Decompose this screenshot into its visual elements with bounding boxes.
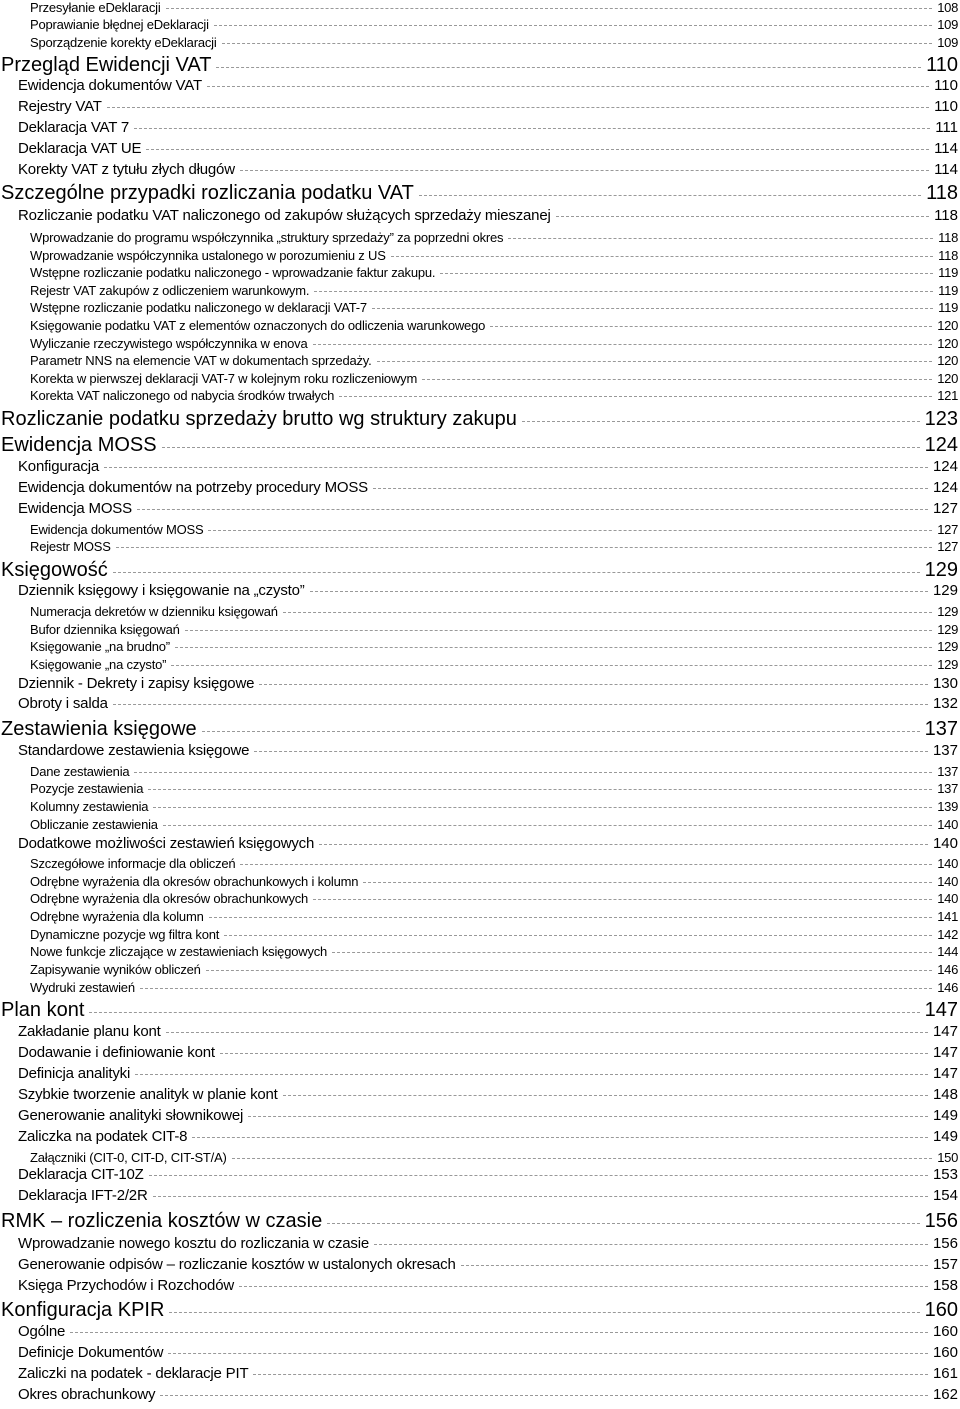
toc-entry-title: Rozliczanie podatku sprzedaży brutto wg struktury zakupu <box>1 407 517 430</box>
toc-entry[interactable] <box>0 0 960 15</box>
toc-entry[interactable] <box>0 944 960 959</box>
toc-entry[interactable] <box>0 781 960 796</box>
toc-entry[interactable] <box>0 1023 960 1040</box>
toc-page-number: 156 <box>932 1235 958 1253</box>
toc-entry[interactable] <box>0 764 960 779</box>
toc-entry[interactable] <box>0 622 960 637</box>
toc-page-number: 149 <box>932 1128 958 1146</box>
toc-entry[interactable] <box>0 230 960 245</box>
toc-leader-line <box>153 807 932 808</box>
toc-leader-line <box>185 630 933 631</box>
toc-entry-title: Odrębne wyrażenia dla okresów obrachunkowych <box>30 890 309 906</box>
toc-page-number: 148 <box>932 1086 958 1104</box>
toc-entry[interactable] <box>0 353 960 368</box>
toc-page-number: 137 <box>932 742 958 760</box>
toc-entry-title: Zestawienia księgowe <box>1 717 197 740</box>
toc-entry[interactable] <box>0 300 960 315</box>
toc-entry[interactable] <box>0 336 960 351</box>
toc-page-number: 129 <box>937 638 958 654</box>
toc-entry[interactable] <box>0 458 960 475</box>
toc-page-number: 120 <box>937 370 958 386</box>
toc-leader-line <box>224 935 932 936</box>
toc-leader-line <box>283 1095 928 1096</box>
toc-entry[interactable] <box>0 675 960 692</box>
toc-leader-line <box>206 970 933 971</box>
toc-leader-line <box>137 509 928 510</box>
toc-entry-title: Wstępne rozliczanie podatku naliczonego - wprowadzanie faktur zakupu. <box>30 264 436 280</box>
toc-entry-title: Zaliczki na podatek - deklaracje PIT <box>18 1365 249 1383</box>
toc-leader-line <box>240 170 929 171</box>
toc-entry[interactable] <box>0 1128 960 1145</box>
toc-leader-line <box>248 1116 928 1117</box>
toc-page-number: 114 <box>934 161 958 179</box>
toc-leader-line <box>372 308 933 309</box>
toc-entry-title: Księgowanie podatku VAT z elementów oznaczonych do odliczenia warunkowego <box>30 317 486 333</box>
toc-page-number: 123 <box>924 407 958 430</box>
toc-page-number: 154 <box>932 1187 958 1205</box>
toc-entry-title: Dynamiczne pozycje wg filtra kont <box>30 926 220 942</box>
toc-entry-title: Definicje Dokumentów <box>18 1344 164 1362</box>
toc-page-number: 124 <box>932 479 958 497</box>
toc-page-number: 124 <box>932 458 958 476</box>
toc-page-number: 142 <box>937 926 958 942</box>
toc-leader-line <box>202 731 920 732</box>
toc-leader-line <box>240 864 932 865</box>
toc-entry-title: Ewidencja dokumentów MOSS <box>30 521 204 537</box>
toc-entry[interactable] <box>0 835 960 852</box>
toc-leader-line <box>391 256 933 257</box>
toc-entry-title: Generowanie odpisów – rozliczanie kosztów w ustalonych okresach <box>18 1256 456 1274</box>
toc-entry[interactable] <box>0 1256 960 1273</box>
toc-leader-line <box>148 789 932 790</box>
toc-leader-line <box>168 1353 928 1354</box>
toc-entry[interactable] <box>0 318 960 333</box>
toc-entry-title: Deklaracja VAT UE <box>18 140 142 158</box>
toc-entry[interactable] <box>0 248 960 263</box>
toc-entry-title: Wprowadzanie współczynnika ustalonego w porozumieniu z US <box>30 247 386 263</box>
toc-page-number: 120 <box>937 317 958 333</box>
toc-leader-line <box>208 530 932 531</box>
toc-page-number: 137 <box>937 763 958 779</box>
toc-leader-line <box>254 751 928 752</box>
toc-entry-title: Wprowadzanie nowego kosztu do rozliczania w czasie <box>18 1235 370 1253</box>
toc-page-number: 140 <box>937 855 958 871</box>
toc-entry-title: Dziennik - Dekrety i zapisy księgowe <box>18 675 255 693</box>
toc-entry-title: Wyliczanie rzeczywistego współczynnika w enova <box>30 335 308 351</box>
toc-page-number: 119 <box>938 282 958 298</box>
toc-entry[interactable] <box>0 582 960 599</box>
toc-page-number: 140 <box>937 873 958 889</box>
toc-leader-line <box>310 591 928 592</box>
toc-entry-title: Odrębne wyrażenia dla kolumn <box>30 908 204 924</box>
toc-page-number: 150 <box>937 1149 958 1165</box>
toc-leader-line <box>104 467 928 468</box>
toc-entry[interactable] <box>0 77 960 94</box>
toc-leader-line <box>332 952 932 953</box>
toc-entry[interactable] <box>0 182 960 202</box>
toc-page-number: 147 <box>932 1023 958 1041</box>
toc-entry[interactable] <box>0 891 960 906</box>
toc-entry[interactable] <box>0 604 960 619</box>
toc-page-number: 147 <box>924 998 958 1021</box>
toc-entry-title: Księgowanie „na czysto” <box>30 656 167 672</box>
toc-entry[interactable] <box>0 140 960 157</box>
toc-leader-line <box>169 1312 919 1313</box>
toc-entry-title: Okres obrachunkowy <box>18 1386 156 1404</box>
toc-leader-line <box>214 25 932 26</box>
toc-entry[interactable] <box>0 408 960 428</box>
toc-page-number: 137 <box>924 717 958 740</box>
toc-leader-line <box>374 1244 928 1245</box>
toc-entry-title: Zaliczka na podatek CIT-8 <box>18 1128 188 1146</box>
toc-entry-title: Przegląd Ewidencji VAT <box>1 53 212 76</box>
toc-page-number: 146 <box>937 979 958 995</box>
toc-entry[interactable] <box>0 371 960 386</box>
toc-page-number: 137 <box>937 780 958 796</box>
toc-entry[interactable] <box>0 718 960 738</box>
toc-page-number: 110 <box>934 77 958 95</box>
toc-entry[interactable] <box>0 559 960 579</box>
toc-leader-line <box>440 273 933 274</box>
toc-entry[interactable] <box>0 909 960 924</box>
toc-entry[interactable] <box>0 856 960 871</box>
toc-entry-title: Obroty i salda <box>18 695 108 713</box>
toc-entry[interactable] <box>0 799 960 814</box>
toc-leader-line <box>192 1137 928 1138</box>
toc-entry-title: Plan kont <box>1 998 85 1021</box>
toc-leader-line <box>339 396 932 397</box>
toc-leader-line <box>232 1158 933 1159</box>
toc-entry-title: Księga Przychodów i Rozchodów <box>18 1277 234 1295</box>
toc-page-number: 119 <box>938 264 958 280</box>
toc-entry[interactable] <box>0 742 960 759</box>
toc-page-number: 162 <box>932 1386 958 1404</box>
toc-entry-title: Kolumny zestawienia <box>30 798 149 814</box>
toc-entry[interactable] <box>0 17 960 32</box>
toc-leader-line <box>89 1012 919 1013</box>
toc-leader-line <box>107 107 929 108</box>
toc-leader-line <box>70 1332 928 1333</box>
toc-entry-title: Definicja analityki <box>18 1065 131 1083</box>
toc-entry[interactable] <box>0 119 960 136</box>
toc-entry-title: Nowe funkcje zliczające w zestawieniach księgowych <box>30 943 328 959</box>
toc-leader-line <box>556 216 929 217</box>
toc-page-number: 160 <box>932 1323 958 1341</box>
toc-entry[interactable] <box>0 1166 960 1183</box>
toc-page-number: 147 <box>932 1044 958 1062</box>
toc-entry-title: Wydruki zestawień <box>30 979 135 995</box>
toc-entry[interactable] <box>0 927 960 942</box>
toc-entry[interactable] <box>0 1365 960 1382</box>
toc-page-number: 109 <box>937 16 958 32</box>
toc-entry-title: Zapisywanie wyników obliczeń <box>30 961 201 977</box>
toc-leader-line <box>163 825 932 826</box>
toc-leader-line <box>490 326 932 327</box>
toc-leader-line <box>222 43 933 44</box>
toc-entry-title: Deklaracja CIT-10Z <box>18 1166 144 1184</box>
toc-entry-title: Księgowość <box>1 558 108 581</box>
toc-page-number: 160 <box>924 1298 958 1321</box>
toc-leader-line <box>166 1032 928 1033</box>
toc-leader-line <box>363 882 932 883</box>
toc-entry-title: Odrębne wyrażenia dla okresów obrachunkowych i kolumn <box>30 873 359 889</box>
toc-page-number: 120 <box>937 335 958 351</box>
toc-entry[interactable] <box>0 500 960 517</box>
toc-entry[interactable] <box>0 657 960 672</box>
toc-leader-line <box>113 572 920 573</box>
toc-entry-title: Poprawianie błędnej eDeklaracji <box>30 16 209 32</box>
toc-entry-title: Konfiguracja KPIR <box>1 1298 165 1321</box>
toc-leader-line <box>134 772 932 773</box>
toc-entry[interactable] <box>0 1107 960 1124</box>
toc-leader-line <box>153 1196 928 1197</box>
toc-page-number: 139 <box>937 798 958 814</box>
toc-leader-line <box>508 238 933 239</box>
toc-page-number: 129 <box>937 656 958 672</box>
toc-page-number: 129 <box>937 621 958 637</box>
toc-leader-line <box>134 128 930 129</box>
toc-entry-title: Standardowe zestawienia księgowe <box>18 742 250 760</box>
toc-leader-line <box>209 917 933 918</box>
toc-entry-title: Załączniki (CIT-0, CIT-D, CIT-ST/A) <box>30 1149 227 1165</box>
toc-entry-title: Konfiguracja <box>18 458 99 476</box>
toc-leader-line <box>319 844 928 845</box>
toc-entry-title: Ewidencja dokumentów VAT <box>18 77 202 95</box>
toc-entry-title: Wprowadzanie do programu współczynnika „struktury sprzedaży” za poprzedni okres <box>30 229 504 245</box>
toc-page-number: 140 <box>932 835 958 853</box>
toc-page-number: 119 <box>938 299 958 315</box>
toc-page-number: 161 <box>932 1365 958 1383</box>
toc-page-number: 127 <box>937 538 958 554</box>
toc-entry-title: Rejestr VAT zakupów z odliczeniem warunkowym. <box>30 282 310 298</box>
toc-entry[interactable] <box>0 1386 960 1403</box>
toc-leader-line <box>422 379 932 380</box>
toc-leader-line <box>116 547 933 548</box>
toc-page-number: 110 <box>934 98 958 116</box>
toc-page-number: 157 <box>932 1256 958 1274</box>
toc-page-number: 114 <box>934 140 958 158</box>
toc-entry[interactable] <box>0 207 960 224</box>
toc-page-number: 146 <box>937 961 958 977</box>
toc-leader-line <box>313 344 933 345</box>
toc-entry-title: Korekta VAT naliczonego od nabycia środków trwałych <box>30 387 335 403</box>
toc-page-number: 144 <box>937 943 958 959</box>
toc-page-number: 140 <box>937 890 958 906</box>
toc-entry-title: Dodawanie i definiowanie kont <box>18 1044 215 1062</box>
toc-entry[interactable] <box>0 434 960 454</box>
toc-entry-title: Zakładanie planu kont <box>18 1023 161 1041</box>
toc-leader-line <box>162 447 920 448</box>
toc-entry-title: Korekty VAT z tytułu złych długów <box>18 161 235 179</box>
toc-leader-line <box>171 665 932 666</box>
toc-leader-line <box>253 1374 928 1375</box>
toc-page-number: 153 <box>932 1166 958 1184</box>
toc-page-number: 130 <box>932 675 958 693</box>
toc-entry-title: Deklaracja VAT 7 <box>18 119 130 137</box>
toc-entry[interactable] <box>0 98 960 115</box>
toc-leader-line <box>314 291 933 292</box>
toc-entry-title: Deklaracja IFT-2/2R <box>18 1187 148 1205</box>
toc-leader-line <box>135 1074 928 1075</box>
toc-entry[interactable] <box>0 1187 960 1204</box>
toc-entry-title: Pozycje zestawienia <box>30 780 144 796</box>
toc-leader-line <box>149 1175 928 1176</box>
toc-entry[interactable] <box>0 980 960 995</box>
toc-entry-title: Przesyłanie eDeklaracji <box>30 0 161 15</box>
toc-page-number: 109 <box>937 34 958 50</box>
toc-entry[interactable] <box>0 1323 960 1340</box>
toc-page-number: 120 <box>937 352 958 368</box>
toc-entry[interactable] <box>0 1210 960 1230</box>
toc-entry-title: Rejestr MOSS <box>30 538 111 554</box>
toc-page-number: 124 <box>924 433 958 456</box>
toc-entry[interactable] <box>0 1065 960 1082</box>
toc-entry-title: Bufor dziennika księgowań <box>30 621 180 637</box>
toc-entry[interactable] <box>0 1150 960 1165</box>
toc-entry[interactable] <box>0 35 960 50</box>
toc-entry[interactable] <box>0 54 960 74</box>
toc-entry[interactable] <box>0 695 960 712</box>
toc-leader-line <box>327 1223 919 1224</box>
toc-entry[interactable] <box>0 539 960 554</box>
toc-entry-title: Numeracja dekretów w dzienniku księgowań <box>30 603 278 619</box>
toc-page-number: 129 <box>932 582 958 600</box>
toc-page-number: 140 <box>937 816 958 832</box>
toc-entry-title: Rozliczanie podatku VAT naliczonego od zakupów służących sprzedaży mieszanej <box>18 207 551 225</box>
toc-entry-title: Dodatkowe możliwości zestawień księgowych <box>18 835 315 853</box>
toc-leader-line <box>461 1265 928 1266</box>
toc-entry[interactable] <box>0 479 960 496</box>
toc-entry[interactable] <box>0 999 960 1019</box>
toc-entry-title: Parametr NNS na elemencie VAT w dokumentach sprzedaży. <box>30 352 372 368</box>
toc-entry[interactable] <box>0 962 960 977</box>
toc-entry[interactable] <box>0 817 960 832</box>
toc-page-number: 118 <box>926 181 958 204</box>
toc-entry-title: RMK – rozliczenia kosztów w czasie <box>1 1209 323 1232</box>
toc-entry-title: Dane zestawienia <box>30 763 130 779</box>
toc-page-number: 132 <box>932 695 958 713</box>
toc-entry-title: Ewidencja MOSS <box>1 433 157 456</box>
toc-leader-line <box>175 647 932 648</box>
toc-entry-title: Dziennik księgowy i księgowanie na „czysto” <box>18 582 305 600</box>
toc-entry-title: Korekta w pierwszej deklaracji VAT-7 w kolejnym roku rozliczeniowym <box>30 370 418 386</box>
toc-leader-line <box>283 612 932 613</box>
toc-leader-line <box>140 988 932 989</box>
toc-entry-title: Szczególne przypadki rozliczania podatku VAT <box>1 181 414 204</box>
toc-leader-line <box>313 899 932 900</box>
toc-entry-title: Ogólne <box>18 1323 66 1341</box>
toc-entry[interactable] <box>0 1044 960 1061</box>
toc-entry[interactable] <box>0 522 960 537</box>
toc-leader-line <box>377 361 933 362</box>
toc-entry-title: Szczegółowe informacje dla obliczeń <box>30 855 236 871</box>
toc-page-number: 149 <box>932 1107 958 1125</box>
toc-leader-line <box>113 704 928 705</box>
toc-page-number: 121 <box>937 387 958 403</box>
toc-page-number: 156 <box>924 1209 958 1232</box>
toc-leader-line <box>259 684 928 685</box>
toc-entry[interactable] <box>0 388 960 403</box>
toc-entry[interactable] <box>0 874 960 889</box>
toc-page-number: 118 <box>938 247 958 263</box>
toc-leader-line <box>207 86 929 87</box>
toc-page-number: 118 <box>934 207 958 225</box>
toc-leader-line <box>146 149 929 150</box>
toc-entry[interactable] <box>0 639 960 654</box>
toc-leader-line <box>373 488 928 489</box>
toc-entry[interactable] <box>0 1235 960 1252</box>
toc-leader-line <box>160 1395 928 1396</box>
toc-entry[interactable] <box>0 161 960 178</box>
toc-entry-title: Wstępne rozliczanie podatku naliczonego w deklaracji VAT-7 <box>30 299 367 315</box>
toc-leader-line <box>220 1053 928 1054</box>
toc-leader-line <box>522 421 920 422</box>
toc-leader-line <box>216 67 921 68</box>
toc-entry-title: Obliczanie zestawienia <box>30 816 158 832</box>
toc-page-number: 129 <box>924 558 958 581</box>
toc-page-number: 118 <box>938 229 958 245</box>
toc-entry[interactable] <box>0 1277 960 1294</box>
toc-entry-title: Ewidencja dokumentów na potrzeby procedury MOSS <box>18 479 368 497</box>
toc-leader-line <box>166 8 933 9</box>
toc-page-number: 110 <box>926 53 958 76</box>
toc-entry[interactable] <box>0 1344 960 1361</box>
toc-page-number: 127 <box>932 500 958 518</box>
toc-entry-title: Ewidencja MOSS <box>18 500 132 518</box>
toc-leader-line <box>419 195 921 196</box>
toc-entry-title: Księgowanie „na brudno” <box>30 638 170 654</box>
toc-entry[interactable] <box>0 1086 960 1103</box>
toc-leader-line <box>239 1286 928 1287</box>
toc-entry[interactable] <box>0 1299 960 1319</box>
toc-page-number: 141 <box>937 908 958 924</box>
toc-page-number: 147 <box>932 1065 958 1083</box>
toc-page-number: 158 <box>932 1277 958 1295</box>
toc-entry-title: Szybkie tworzenie analityk w planie kont <box>18 1086 278 1104</box>
toc-entry-title: Rejestry VAT <box>18 98 102 116</box>
toc-entry-title: Sporządzenie korekty eDeklaracji <box>30 34 217 50</box>
toc-page-number: 129 <box>937 603 958 619</box>
toc-page-number: 108 <box>937 0 958 15</box>
toc-page-number: 160 <box>932 1344 958 1362</box>
toc-entry[interactable] <box>0 283 960 298</box>
toc-page-number: 127 <box>937 521 958 537</box>
toc-entry-title: Generowanie analityki słownikowej <box>18 1107 244 1125</box>
toc-page-number: 111 <box>935 119 958 137</box>
toc-entry[interactable] <box>0 265 960 280</box>
